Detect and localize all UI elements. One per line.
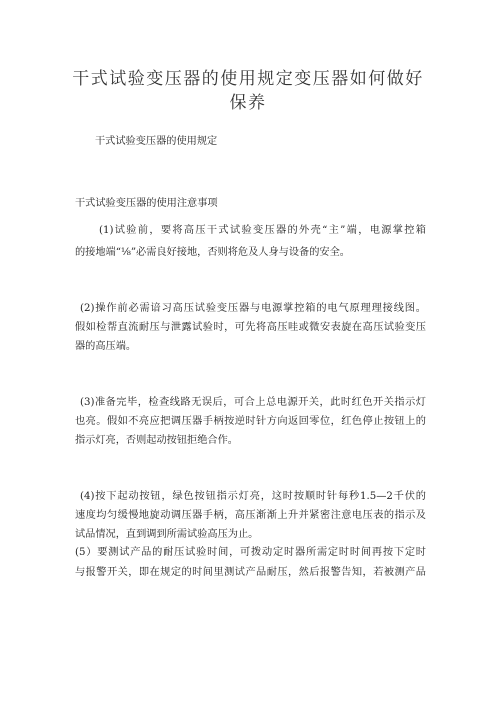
paragraph-5-line-2: 与报警开关，即在规定的时间里测试产品耐压，然后报警告知，若被测产品 <box>75 567 426 578</box>
document-title-line-1: 干式试验变压器的使用规定变压器如何做好 <box>72 69 424 89</box>
paragraph-4-line-1: (4)按下起动按钮，绿色按钮指示灯亮，这时按顺时针每秒1.5—2千伏的 <box>80 491 426 502</box>
paragraph-2-line-1: (2)操作前必需谙习高压试验变压器与电源掌控箱的电气原理理接线图。 <box>80 303 426 314</box>
paragraph-3-line-1: (3)准备完毕，检查线路无误后，可合上总电源开关，此时红色开关指示灯 <box>80 397 426 408</box>
paragraph-4-line-3: 试品情况，直到调到所需试验高压为止。 <box>75 529 259 540</box>
paragraph-3-line-3: 指示灯亮，否则起动按钮拒绝合作。 <box>75 435 238 446</box>
paragraph-1-line-1: (1)试验前，要将高压干式试验变压器的外壳“主”端，电源掌控箱 <box>99 225 426 236</box>
paragraph-2-line-3: 器的高压端。 <box>75 341 137 352</box>
paragraph-5-line-1: (5）要测试产品的耐压试验时间，可拨动定时器所需定时时间再按下定时 <box>75 547 426 558</box>
section-heading: 干式试验变压器的使用注意事项 <box>75 198 218 209</box>
document-title-line-2: 保养 <box>229 93 267 113</box>
paragraph-3-line-2: 也亮。假如不亮应把调压器手柄按逆时针方向返回零位，红色停止按钮上的 <box>75 416 426 427</box>
paragraph-1-line-2: 的接地端“⅛”必需良好接地，否则将危及人身与设备的安全。 <box>75 247 350 258</box>
paragraph-2-line-2: 假如检帮直流耐压与泄露试验时，可先将高压哇或微安表旋在高压试验变压 <box>75 322 426 333</box>
subtitle: 干式试验变压器的使用规定 <box>95 136 218 147</box>
paragraph-4-line-2: 速度均匀缓慢地旋动调压器手柄，高压渐渐上升并紧密注意电压表的指示及 <box>75 510 426 521</box>
